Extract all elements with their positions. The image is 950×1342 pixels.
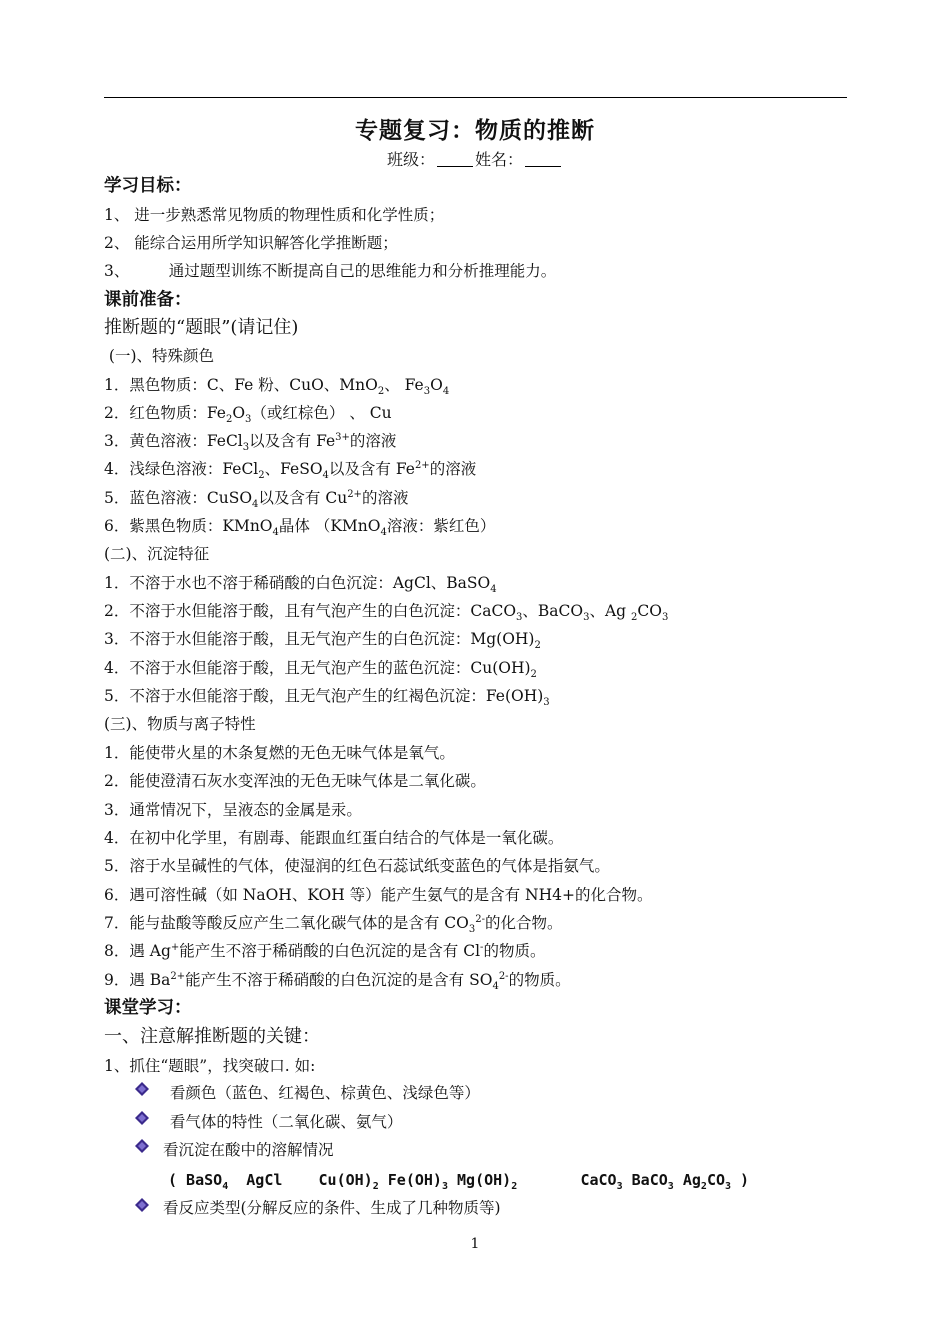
color-item-black: 1．黑色物质：C、Fe 粉、CuO、MnO$_2$、 $Fe_3O_4$ bbox=[104, 376, 450, 398]
diamond-bullet-icon bbox=[135, 1198, 149, 1212]
ions-item-1: 1．能使带火星的木条复燃的无色无味气体是氧气。 bbox=[104, 744, 455, 762]
ions-item-4: 4．在初中化学里，有剧毒、能跟血红蛋白结合的气体是一氧化碳。 bbox=[104, 829, 564, 847]
color-item-purple: 6．紫黑色物质：KMnO$_4$晶体 （KMnO$_4$溶液：紫红色） bbox=[104, 517, 496, 539]
goals-heading: 学习目标： bbox=[104, 176, 192, 196]
ions-heading: (三)、物质与离子特性 bbox=[104, 715, 256, 733]
ions-item-2: 2．能使澄清石灰水变浑浊的无色无味气体是二氧化碳。 bbox=[104, 772, 486, 790]
color-item-yellow: 3．黄色溶液：FeCl$_3$以及含有 $Fe^{3+}$的溶液 bbox=[104, 431, 397, 454]
color-item-red: 2．红色物质：$Fe_2O_3$（或红棕色） 、 Cu bbox=[104, 404, 392, 426]
name-label: 姓名： bbox=[475, 150, 524, 169]
page-number: 1 bbox=[470, 1236, 480, 1252]
goal-item-2: 2、 能综合运用所学知识解答化学推断题； bbox=[104, 234, 398, 252]
ions-item-9: 9．遇 $Ba^{2+}$能产生不溶于稀硝酸的白色沉淀的是含有 $SO_4^{2-}$的物质。 bbox=[104, 970, 571, 993]
classroom-section-1: 一、注意解推断题的关键： bbox=[104, 1026, 320, 1047]
classroom-heading: 课堂学习： bbox=[104, 998, 192, 1018]
class-blank[interactable] bbox=[437, 152, 473, 167]
precip-item-3: 3．不溶于水但能溶于酸，且无气泡产生的白色沉淀：$Mg(OH)_2$ bbox=[104, 630, 541, 652]
colors-heading: (一)、特殊颜色 bbox=[104, 347, 215, 365]
page-title: 专题复习：物质的推断 bbox=[355, 118, 595, 144]
precip-formula-line: ( BaSO$_4$ AgCl $Cu(OH)_2$ $Fe(OH)_3$ $Mg(OH)_2$ CaCO$_3$ BaCO$_3$ $Ag_2CO_3$ ) bbox=[168, 1171, 750, 1192]
diamond-bullet-icon bbox=[135, 1111, 149, 1125]
ions-item-7: 7．能与盐酸等酸反应产生二氧化碳气体的是含有 $CO_3^{2-}$的化合物。 bbox=[104, 913, 563, 936]
class-name-line bbox=[0, 147, 950, 170]
precip-item-5: 5．不溶于水但能溶于酸，且无气泡产生的红褐色沉淀：$Fe(OH)_3$ bbox=[104, 687, 550, 709]
precip-heading: (二)、沉淀特征 bbox=[104, 545, 210, 563]
diamond-bullet-icon bbox=[135, 1139, 149, 1153]
bullet-look-reaction: 看反应类型(分解反应的条件、生成了几种物质等) bbox=[163, 1199, 501, 1217]
class-label: 班级： bbox=[386, 150, 435, 169]
bullet-look-color: 看颜色（蓝色、红褐色、棕黄色、浅绿色等） bbox=[165, 1084, 480, 1102]
goal-item-1: 1、 进一步熟悉常见物质的物理性质和化学性质； bbox=[104, 206, 445, 224]
header-rule bbox=[104, 97, 847, 98]
classroom-item-1: 1、抓住“题眼”，找突破口. 如: bbox=[104, 1057, 316, 1075]
prep-heading: 课前准备： bbox=[104, 290, 192, 310]
precip-item-2: 2．不溶于水但能溶于酸，且有气泡产生的白色沉淀：CaCO$_3$、BaCO$_3$、Ag $_2CO_3$ bbox=[104, 602, 669, 624]
color-item-green: 4．浅绿色溶液：FeCl$_2$、FeSO$_4$以及含有 $Fe^{2+}$的溶液 bbox=[104, 459, 477, 482]
precip-item-1: 1．不溶于水也不溶于稀硝酸的白色沉淀：AgCl、BaSO$_4$ bbox=[104, 574, 497, 596]
bullet-look-precip: 看沉淀在酸中的溶解情况 bbox=[163, 1141, 334, 1159]
ions-item-5: 5．溶于水呈碱性的气体，使湿润的红色石蕊试纸变蓝色的气体是指氨气。 bbox=[104, 857, 610, 875]
prep-subtitle: 推断题的“题眼”(请记住) bbox=[104, 317, 299, 338]
ions-item-6: 6．遇可溶性碱（如 NaOH、KOH 等）能产生氨气的是含有 NH4+的化合物。 bbox=[104, 886, 653, 904]
bullet-look-gas: 看气体的特性（二氧化碳、氨气） bbox=[165, 1113, 403, 1131]
goal-item-3: 3、 通过题型训练不断提高自己的思维能力和分析推理能力。 bbox=[104, 262, 557, 280]
ions-item-3: 3．通常情况下，呈液态的金属是汞。 bbox=[104, 801, 362, 819]
ions-item-8: 8．遇 Ag+能产生不溶于稀硝酸的白色沉淀的是含有 Cl-的物质。 bbox=[104, 941, 546, 960]
precip-item-4: 4．不溶于水但能溶于酸，且无气泡产生的蓝色沉淀：$Cu(OH)_2$ bbox=[104, 659, 537, 681]
color-item-blue: 5．蓝色溶液：CuSO$_4$以及含有 $Cu^{2+}$的溶液 bbox=[104, 488, 409, 511]
name-blank[interactable] bbox=[525, 152, 561, 167]
diamond-bullet-icon bbox=[135, 1082, 149, 1096]
